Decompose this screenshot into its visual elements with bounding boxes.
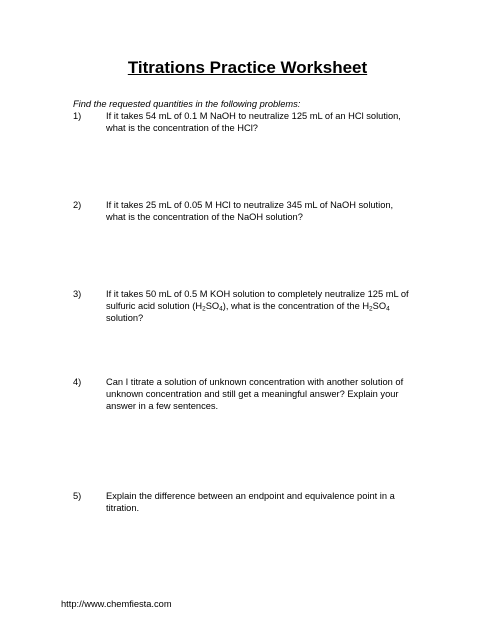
text-run: SO — [205, 301, 220, 311]
subscript: 2 — [369, 305, 373, 313]
question-line: If it takes 50 mL of 0.5 M KOH solution to completely neutralize 125 mL of — [106, 289, 409, 299]
question-text — [106, 110, 446, 134]
question-text — [106, 490, 446, 514]
page-title: Titrations Practice Worksheet — [127, 58, 368, 77]
question-text — [106, 376, 446, 412]
text-run: sulfuric acid solution (H — [106, 301, 203, 311]
subscript: 4 — [219, 305, 223, 313]
question-line: titration. — [106, 503, 140, 513]
instructions: Find the requested quantities in the following problems: — [73, 99, 301, 109]
question-text — [106, 199, 446, 223]
question-number: 3) — [73, 289, 82, 299]
question-number: 5) — [73, 491, 82, 501]
question-line: what is the concentration of the HCl? — [106, 123, 258, 133]
footer-url: http://www.chemfiesta.com — [61, 599, 172, 609]
question-line: unknown concentration and still get a meaningful answer? Explain your — [106, 389, 399, 399]
question-line — [106, 300, 446, 312]
question-text — [106, 288, 446, 324]
question-line: Can I titrate a solution of unknown concentration with another solution of — [106, 377, 404, 387]
question-line: Explain the difference between an endpoint and equivalence point in a — [106, 491, 395, 501]
subscript: 4 — [386, 305, 390, 313]
question-line: answer in a few sentences. — [106, 401, 219, 411]
question-line: If it takes 54 mL of 0.1 M NaOH to neutralize 125 mL of an HCl solution, — [106, 111, 401, 121]
question-number: 2) — [73, 200, 82, 210]
text-run: ), what is the concentration of the H — [222, 301, 370, 311]
question-number: 1) — [73, 111, 82, 121]
question-number: 4) — [73, 377, 82, 387]
question-line: what is the concentration of the NaOH solution? — [106, 212, 303, 222]
text-run: SO — [372, 301, 387, 311]
subscript: 2 — [202, 305, 206, 313]
question-line: solution? — [106, 313, 144, 323]
question-line: If it takes 25 mL of 0.05 M HCl to neutralize 345 mL of NaOH solution, — [106, 200, 394, 210]
